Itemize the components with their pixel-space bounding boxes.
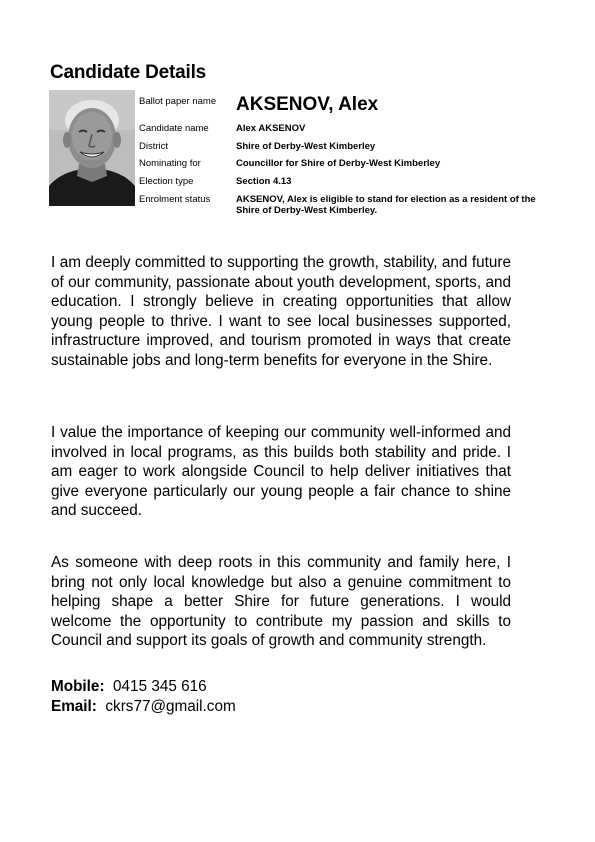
page-title: Candidate Details	[50, 62, 207, 83]
candidate-name-label: Candidate name	[139, 123, 209, 134]
ballot-name-value: AKSENOV, Alex	[236, 94, 379, 115]
mobile-label: Mobile:	[51, 678, 105, 695]
election-type-value: Section 4.13	[236, 176, 292, 187]
nominating-label: Nominating for	[139, 158, 201, 169]
district-row	[139, 141, 541, 152]
statement-paragraph-2: I value the importance of keeping our community well-informed and involved in local programs, as this builds both stability and pride. I am eager to work alongside Council to help deliver initiatives that give everyone particularly our young people a fair chance to shine and succeed.	[51, 424, 511, 519]
enrolment-row	[139, 194, 541, 216]
statement-paragraph-1: I am deeply committed to supporting the growth, stability, and future of our community, passionate about youth development, sports, and education. I strongly believe in creating opportunities that allow young people to thrive. I want to see local businesses supported, infrastructure improved, and tourism promoted in ways that create sustainable jobs and long-term benefits for everyone in the Shire.	[51, 254, 511, 369]
email-label: Email:	[51, 698, 97, 715]
enrolment-label: Enrolment status	[139, 194, 211, 205]
nominating-value: Councillor for Shire of Derby-West Kimberley	[236, 158, 441, 169]
email-value: ckrs77@gmail.com	[105, 698, 236, 715]
enrolment-value: AKSENOV, Alex is eligible to stand for election as a resident of the Shire of Derby-West Kimberley.	[236, 194, 536, 216]
election-type-label: Election type	[139, 176, 194, 187]
statement-paragraph-3: As someone with deep roots in this community and family here, I bring not only local knowledge but also a genuine commitment to helping shape a better Shire for future generations. I would welcome the opportunity to contribute my passion and skills to Council and support its goals of growth and community strength.	[51, 554, 511, 649]
ballot-name-label: Ballot paper name	[139, 96, 217, 107]
mobile-line	[51, 678, 207, 696]
mobile-value: 0415 345 616	[113, 678, 207, 695]
email-line	[51, 698, 236, 716]
district-value: Shire of Derby-West Kimberley	[236, 141, 376, 152]
nominating-row	[139, 158, 541, 169]
candidate-name-row	[139, 123, 541, 134]
ballot-name-row	[139, 95, 541, 114]
candidate-name-value: Alex AKSENOV	[236, 123, 306, 134]
candidate-photo	[49, 90, 135, 206]
portrait-image	[49, 90, 135, 206]
election-type-row	[139, 176, 541, 187]
district-label: District	[139, 141, 169, 152]
